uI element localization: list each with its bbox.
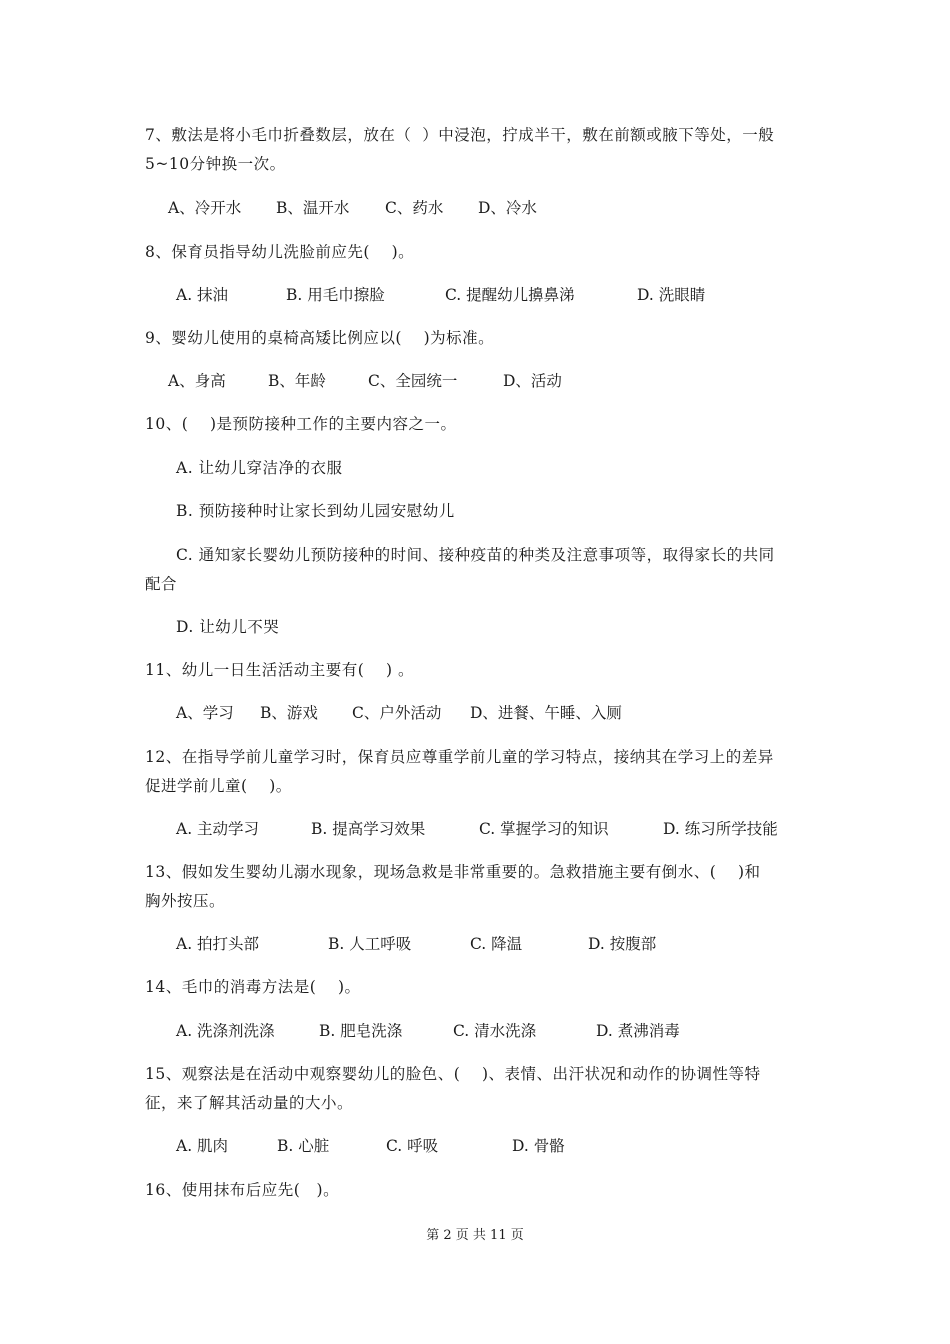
question-10-option-b: B. 预防接种时让家长到幼儿园安慰幼儿	[176, 502, 455, 520]
question-7-line-2: 5~10分钟换一次。	[145, 155, 286, 173]
question-14-option-b: B. 肥皂洗涤	[319, 1022, 403, 1040]
question-12-option-c: C. 掌握学习的知识	[479, 820, 609, 838]
question-11-option-a: A、学习	[176, 704, 234, 722]
question-9-text: 9、婴幼儿使用的桌椅高矮比例应以( )为标准。	[145, 329, 495, 347]
question-14-text: 14、毛巾的消毒方法是( )。	[145, 978, 361, 996]
question-11-option-b: B、游戏	[260, 704, 318, 722]
question-15-option-b: B. 心脏	[277, 1137, 330, 1155]
question-13-option-c: C. 降温	[470, 935, 523, 953]
question-10-option-c-line-1: C. 通知家长婴幼儿预防接种的时间、接种疫苗的种类及注意事项等，取得家长的共同	[176, 546, 775, 564]
question-9-option-c: C、全园统一	[368, 372, 458, 390]
question-11-option-c: C、户外活动	[352, 704, 442, 722]
question-15-option-c: C. 呼吸	[386, 1137, 439, 1155]
question-8-text: 8、保育员指导幼儿洗脸前应先( )。	[145, 243, 415, 261]
question-13-option-b: B. 人工呼吸	[328, 935, 412, 953]
question-15-line-2: 征，来了解其活动量的大小。	[145, 1094, 354, 1112]
question-10-option-a: A. 让幼儿穿洁净的衣服	[176, 459, 343, 477]
question-12-option-d: D. 练习所学技能	[663, 820, 778, 838]
question-10-option-c-line-2: 配合	[145, 575, 178, 593]
question-16-text: 16、使用抹布后应先( )。	[145, 1181, 340, 1199]
question-8-option-d: D. 洗眼睛	[637, 286, 706, 304]
question-13-line-1: 13、假如发生婴幼儿溺水现象，现场急救是非常重要的。急救措施主要有倒水、( )和	[145, 863, 761, 881]
question-14-option-c: C. 清水洗涤	[453, 1022, 537, 1040]
question-12-line-2: 促进学前儿童( )。	[145, 777, 292, 795]
question-13-option-d: D. 按腹部	[588, 935, 657, 953]
question-9-option-b: B、年龄	[268, 372, 326, 390]
question-9-option-a: A、身高	[168, 372, 226, 390]
question-12-option-b: B. 提高学习效果	[311, 820, 426, 838]
page-number-footer: 第 2 页 共 11 页	[426, 1228, 524, 1243]
question-8-option-b: B. 用毛巾擦脸	[286, 286, 385, 304]
question-12-line-1: 12、在指导学前儿童学习时，保育员应尊重学前儿童的学习特点，接纳其在学习上的差异	[145, 748, 774, 766]
question-15-option-a: A. 肌肉	[176, 1137, 229, 1155]
question-7-option-c: C、药水	[385, 199, 444, 217]
question-11-option-d: D、进餐、午睡、入厕	[470, 704, 622, 722]
question-10-text: 10、( )是预防接种工作的主要内容之一。	[145, 415, 457, 433]
question-7-line-1: 7、敷法是将小毛巾折叠数层，放在（ ）中浸泡，拧成半干，敷在前额或腋下等处，一般	[145, 126, 775, 144]
question-10-option-d: D. 让幼儿不哭	[176, 618, 280, 636]
question-15-line-1: 15、观察法是在活动中观察婴幼儿的脸色、( )、表情、出汗状况和动作的协调性等特	[145, 1065, 761, 1083]
question-14-option-d: D. 煮沸消毒	[596, 1022, 680, 1040]
question-7-option-a: A、冷开水	[168, 199, 242, 217]
question-12-option-a: A. 主动学习	[176, 820, 260, 838]
question-7-option-d: D、冷水	[478, 199, 537, 217]
question-14-option-a: A. 洗涤剂洗涤	[176, 1022, 275, 1040]
question-11-text: 11、幼儿一日生活活动主要有( ) 。	[145, 661, 414, 679]
question-7-option-b: B、温开水	[276, 199, 350, 217]
question-13-line-2: 胸外按压。	[145, 892, 226, 910]
question-8-option-a: A. 抹油	[176, 286, 229, 304]
question-8-option-c: C. 提醒幼儿擤鼻涕	[445, 286, 575, 304]
question-9-option-d: D、活动	[503, 372, 562, 390]
question-13-option-a: A. 拍打头部	[176, 935, 260, 953]
question-15-option-d: D. 骨骼	[512, 1137, 565, 1155]
